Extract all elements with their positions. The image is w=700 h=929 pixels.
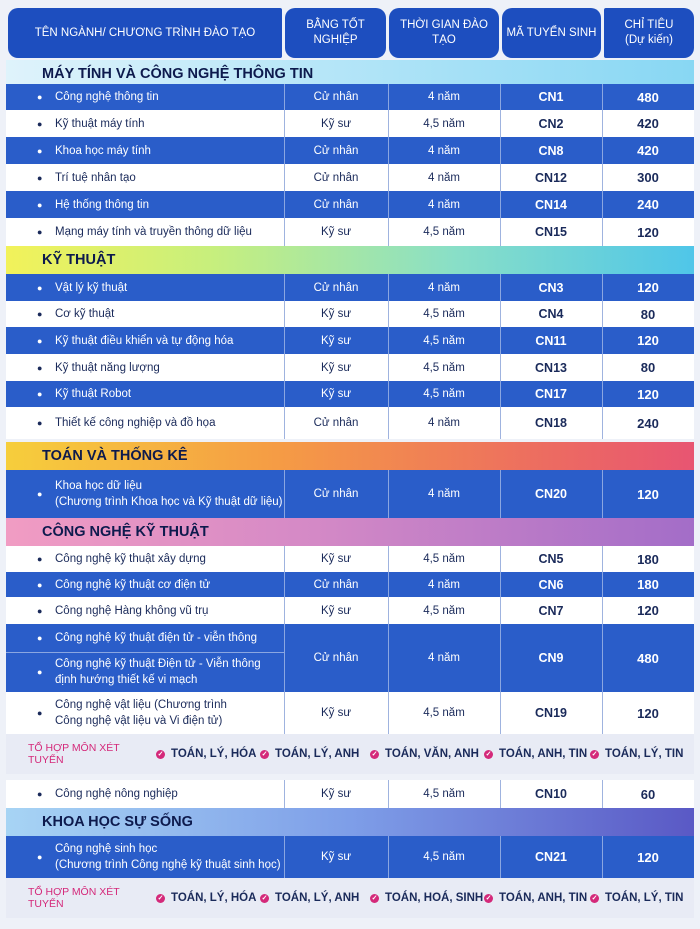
divider bbox=[388, 327, 389, 354]
degree: Cử nhân bbox=[313, 171, 359, 184]
divider bbox=[284, 354, 285, 381]
table-row bbox=[6, 164, 694, 191]
degree: Kỹ sư bbox=[320, 388, 352, 400]
duration: 4 năm bbox=[428, 488, 460, 500]
divider bbox=[602, 624, 603, 692]
degree: Kỹ sư bbox=[320, 707, 352, 719]
divider bbox=[388, 692, 389, 734]
program-name: ● Công nghệ vật liệu (Chương trình Công nghệ vật liệu và Vi điện tử) bbox=[37, 699, 227, 727]
divider bbox=[602, 546, 603, 572]
section-title-life-sciences: KHOA HỌC SỰ SỐNG bbox=[6, 808, 694, 836]
quota: 60 bbox=[640, 786, 656, 802]
divider bbox=[500, 572, 501, 597]
quota: 120 bbox=[637, 849, 659, 865]
quota: 480 bbox=[637, 89, 659, 105]
admission-code: CN10 bbox=[535, 787, 567, 801]
table-row bbox=[6, 624, 694, 692]
admission-code: CN21 bbox=[535, 850, 567, 864]
divider bbox=[388, 546, 389, 572]
divider bbox=[284, 137, 285, 164]
degree: Kỹ sư bbox=[320, 788, 352, 800]
divider bbox=[388, 381, 389, 407]
divider bbox=[602, 327, 603, 354]
header-quota-label: CHỈ TIÊU bbox=[624, 19, 674, 31]
table-row bbox=[6, 546, 694, 572]
divider bbox=[388, 597, 389, 624]
admission-code: CN4 bbox=[538, 307, 564, 321]
admission-code: CN1 bbox=[538, 90, 564, 104]
quota: 480 bbox=[637, 650, 659, 666]
quota: 180 bbox=[637, 577, 659, 592]
divider bbox=[602, 164, 603, 191]
divider bbox=[284, 274, 285, 301]
combination-item: ✓ TOÁN, VĂN, ANH bbox=[371, 748, 479, 760]
quota: 80 bbox=[640, 360, 656, 375]
program-name: ● Kỹ thuật điều khiển và tự động hóa bbox=[37, 334, 234, 347]
degree: Kỹ sư bbox=[320, 604, 352, 617]
program-name: ● Công nghệ kỹ thuật cơ điện tử bbox=[37, 578, 211, 591]
table-row bbox=[6, 470, 694, 518]
degree: Cử nhân bbox=[313, 417, 359, 429]
divider bbox=[500, 301, 501, 327]
admission-code: CN9 bbox=[538, 651, 564, 665]
table-row bbox=[6, 327, 694, 354]
divider bbox=[602, 692, 603, 734]
degree: Kỹ sư bbox=[320, 226, 352, 238]
header-duration-column: THỜI GIAN ĐÀO TẠO bbox=[389, 8, 499, 58]
program-name: ● Khoa học máy tính bbox=[37, 144, 151, 157]
bullet-icon: ● bbox=[37, 389, 43, 399]
header-degree-column: BẰNG TỐT NGHIỆP bbox=[285, 8, 386, 58]
bullet-icon: ● bbox=[37, 852, 43, 862]
bullet-icon: ● bbox=[37, 633, 43, 643]
divider bbox=[602, 407, 603, 439]
header-quota-column bbox=[604, 8, 694, 58]
bullet-icon: ● bbox=[37, 145, 43, 156]
program-name: ● Thiết kế công nghiệp và đồ họa bbox=[37, 417, 216, 429]
divider bbox=[602, 191, 603, 218]
bullet-icon: ● bbox=[37, 309, 43, 319]
bullet-icon: ● bbox=[37, 172, 43, 183]
bullet-icon: ● bbox=[37, 789, 43, 799]
combination-item: ✓ TOÁN, LÝ, ANH bbox=[261, 892, 360, 904]
duration: 4 năm bbox=[428, 198, 460, 211]
divider bbox=[500, 546, 501, 572]
degree: Cử nhân bbox=[313, 281, 359, 294]
program-name: ● Công nghệ Hàng không vũ trụ bbox=[37, 604, 209, 617]
program-name: ● Kỹ thuật Robot bbox=[37, 388, 132, 400]
duration: 4,5 năm bbox=[423, 388, 465, 400]
divider bbox=[388, 301, 389, 327]
divider bbox=[388, 110, 389, 137]
divider bbox=[602, 354, 603, 381]
degree: Cử nhân bbox=[313, 652, 359, 664]
bullet-icon: ● bbox=[37, 667, 43, 677]
divider bbox=[284, 624, 285, 692]
table-row bbox=[6, 572, 694, 597]
quota: 120 bbox=[637, 386, 659, 402]
divider bbox=[500, 381, 501, 407]
duration: 4 năm bbox=[428, 281, 460, 294]
bullet-icon: ● bbox=[37, 362, 43, 373]
admission-code: CN19 bbox=[535, 706, 567, 720]
duration: 4,5 năm bbox=[423, 788, 465, 800]
check-icon: ✓ bbox=[591, 894, 598, 902]
divider bbox=[388, 84, 389, 110]
divider bbox=[284, 470, 285, 518]
degree: Kỹ sư bbox=[320, 117, 352, 130]
divider bbox=[284, 327, 285, 354]
quota: 80 bbox=[640, 306, 656, 322]
admission-code: CN12 bbox=[535, 170, 567, 185]
divider bbox=[388, 218, 389, 246]
quota: 300 bbox=[637, 170, 659, 185]
bullet-icon: ● bbox=[37, 227, 43, 237]
admission-code: CN6 bbox=[538, 577, 564, 592]
duration: 4 năm bbox=[428, 417, 460, 429]
bullet-icon: ● bbox=[37, 708, 43, 718]
table-row bbox=[6, 218, 694, 246]
divider bbox=[388, 780, 389, 808]
admission-code: CN15 bbox=[535, 225, 567, 239]
check-icon: ✓ bbox=[261, 750, 268, 758]
table-row bbox=[6, 274, 694, 301]
bullet-icon: ● bbox=[37, 605, 43, 616]
quota: 240 bbox=[637, 197, 659, 212]
program-name: ● Công nghệ kỹ thuật xây dựng bbox=[37, 553, 206, 565]
duration: 4 năm bbox=[428, 171, 460, 184]
table-row bbox=[6, 692, 694, 734]
divider bbox=[500, 780, 501, 808]
program-name: ● Trí tuệ nhân tạo bbox=[37, 171, 136, 184]
divider bbox=[284, 84, 285, 110]
table-row bbox=[6, 137, 694, 164]
quota: 120 bbox=[637, 705, 659, 721]
check-icon: ✓ bbox=[371, 750, 378, 758]
check-icon: ✓ bbox=[261, 894, 268, 902]
degree: Kỹ sư bbox=[320, 553, 352, 565]
divider bbox=[284, 546, 285, 572]
duration: 4 năm bbox=[428, 144, 460, 157]
divider bbox=[284, 572, 285, 597]
duration: 4 năm bbox=[428, 578, 460, 591]
quota: 240 bbox=[637, 415, 659, 431]
admission-code: CN8 bbox=[538, 143, 564, 158]
divider bbox=[284, 164, 285, 191]
table-row bbox=[6, 301, 694, 327]
quota: 420 bbox=[637, 116, 659, 131]
quota: 180 bbox=[637, 551, 659, 567]
divider bbox=[388, 354, 389, 381]
divider bbox=[388, 836, 389, 878]
degree: Kỹ sư bbox=[320, 851, 352, 863]
admission-code: CN14 bbox=[535, 197, 567, 212]
degree: Kỹ sư bbox=[320, 361, 352, 374]
divider bbox=[284, 836, 285, 878]
degree: Kỹ sư bbox=[320, 308, 352, 320]
section-title-computing: MÁY TÍNH VÀ CÔNG NGHỆ THÔNG TIN bbox=[6, 60, 694, 88]
subject-combination-bar bbox=[6, 878, 694, 918]
duration: 4,5 năm bbox=[423, 553, 465, 565]
section-title-engineering-technology: CÔNG NGHỆ KỸ THUẬT bbox=[6, 518, 694, 546]
divider bbox=[284, 597, 285, 624]
program-name: ● Kỹ thuật máy tính bbox=[37, 117, 145, 130]
program-name: ● Hệ thống thông tin bbox=[37, 198, 149, 211]
divider bbox=[602, 84, 603, 110]
program-name: ● Công nghệ kỹ thuật Điện tử - Viễn thông định hướng thiết kế vi mạch bbox=[37, 658, 261, 686]
divider bbox=[284, 191, 285, 218]
divider bbox=[284, 692, 285, 734]
divider bbox=[500, 164, 501, 191]
divider bbox=[388, 137, 389, 164]
table-row bbox=[6, 354, 694, 381]
divider bbox=[284, 301, 285, 327]
bullet-icon: ● bbox=[37, 579, 43, 590]
program-name: ● Vật lý kỹ thuật bbox=[37, 281, 128, 294]
divider bbox=[602, 780, 603, 808]
combination-item: ✓ TOÁN, LÝ, TIN bbox=[591, 748, 684, 760]
divider bbox=[500, 470, 501, 518]
table-row bbox=[6, 381, 694, 407]
combination-item: ✓ TOÁN, LÝ, TIN bbox=[591, 892, 684, 904]
table-row bbox=[6, 191, 694, 218]
quota: 420 bbox=[637, 143, 659, 158]
divider bbox=[602, 301, 603, 327]
quota: 120 bbox=[637, 486, 659, 502]
degree: Cử nhân bbox=[313, 91, 359, 103]
combination-item: ✓ TOÁN, LÝ, HÓA bbox=[157, 892, 257, 904]
program-name: ● Công nghệ kỹ thuật điện tử - viễn thông bbox=[37, 632, 258, 644]
divider bbox=[500, 191, 501, 218]
check-icon: ✓ bbox=[591, 750, 598, 758]
divider bbox=[388, 572, 389, 597]
divider bbox=[602, 218, 603, 246]
duration: 4,5 năm bbox=[423, 334, 465, 347]
check-icon: ✓ bbox=[371, 894, 378, 902]
combination-item: ✓ TOÁN, LÝ, ANH bbox=[261, 748, 360, 760]
divider bbox=[500, 84, 501, 110]
duration: 4,5 năm bbox=[423, 226, 465, 238]
program-name: ● Công nghệ thông tin bbox=[37, 91, 159, 103]
admission-code: CN2 bbox=[538, 116, 564, 131]
duration: 4,5 năm bbox=[423, 308, 465, 320]
bullet-icon: ● bbox=[37, 92, 43, 102]
bullet-icon: ● bbox=[37, 418, 43, 428]
program-name: ● Khoa học dữ liệu (Chương trình Khoa học và Kỹ thuật dữ liệu) bbox=[37, 480, 283, 508]
bullet-icon: ● bbox=[37, 199, 43, 210]
divider bbox=[500, 836, 501, 878]
header-name-column: TÊN NGÀNH/ CHƯƠNG TRÌNH ĐÀO TẠO bbox=[8, 8, 282, 58]
admission-code: CN18 bbox=[535, 416, 567, 430]
combination-label: TỔ HỢP MÔN XÉT TUYỂN bbox=[28, 742, 120, 766]
divider bbox=[500, 624, 501, 692]
divider bbox=[500, 137, 501, 164]
duration: 4,5 năm bbox=[423, 707, 465, 719]
bullet-icon: ● bbox=[37, 335, 43, 346]
bullet-icon: ● bbox=[37, 118, 43, 129]
divider bbox=[602, 572, 603, 597]
program-name: ● Kỹ thuật năng lượng bbox=[37, 361, 160, 374]
degree: Cử nhân bbox=[313, 198, 359, 211]
check-icon: ✓ bbox=[485, 894, 492, 902]
combination-label: TỔ HỢP MÔN XÉT TUYỂN bbox=[28, 886, 120, 910]
divider bbox=[500, 274, 501, 301]
duration: 4,5 năm bbox=[423, 851, 465, 863]
program-name: ● Công nghệ sinh học (Chương trình Công nghệ kỹ thuật sinh học) bbox=[37, 843, 281, 871]
duration: 4,5 năm bbox=[423, 117, 465, 130]
admission-code: CN17 bbox=[535, 387, 567, 401]
divider bbox=[388, 624, 389, 692]
admission-code: CN20 bbox=[535, 487, 567, 501]
header-quota-sublabel: (Dự kiến) bbox=[625, 34, 673, 46]
combination-item: ✓ TOÁN, ANH, TIN bbox=[485, 892, 588, 904]
divider bbox=[500, 327, 501, 354]
divider bbox=[284, 780, 285, 808]
quota: 120 bbox=[637, 280, 659, 295]
admission-code: CN11 bbox=[535, 333, 567, 348]
combination-item: ✓ TOÁN, HOÁ, SINH bbox=[371, 892, 484, 904]
admission-code: CN13 bbox=[535, 360, 567, 375]
check-icon: ✓ bbox=[157, 750, 164, 758]
table-row bbox=[6, 597, 694, 624]
quota: 120 bbox=[637, 333, 659, 348]
divider bbox=[284, 218, 285, 246]
divider bbox=[602, 110, 603, 137]
header-code-column: MÃ TUYỂN SINH bbox=[502, 8, 601, 58]
admission-code: CN3 bbox=[538, 280, 564, 295]
divider bbox=[284, 381, 285, 407]
duration: 4,5 năm bbox=[423, 604, 465, 617]
bullet-icon: ● bbox=[37, 282, 43, 293]
divider bbox=[602, 470, 603, 518]
divider bbox=[284, 110, 285, 137]
table-row bbox=[6, 780, 694, 808]
divider bbox=[500, 407, 501, 439]
divider bbox=[500, 597, 501, 624]
degree: Kỹ sư bbox=[320, 334, 352, 347]
check-icon: ✓ bbox=[157, 894, 164, 902]
divider bbox=[284, 407, 285, 439]
divider bbox=[602, 274, 603, 301]
bullet-icon: ● bbox=[37, 554, 43, 564]
divider bbox=[602, 381, 603, 407]
program-name: ● Mạng máy tính và truyền thông dữ liệu bbox=[37, 226, 252, 238]
divider bbox=[500, 110, 501, 137]
divider bbox=[388, 407, 389, 439]
divider bbox=[388, 191, 389, 218]
divider bbox=[388, 164, 389, 191]
divider bbox=[500, 218, 501, 246]
combination-item: ✓ TOÁN, ANH, TIN bbox=[485, 748, 588, 760]
divider bbox=[388, 274, 389, 301]
section-title-math-statistics: TOÁN VÀ THỐNG KÊ bbox=[6, 442, 694, 470]
subject-combination-bar bbox=[6, 734, 694, 774]
divider bbox=[602, 597, 603, 624]
check-icon: ✓ bbox=[485, 750, 492, 758]
duration: 4 năm bbox=[428, 652, 460, 664]
table-row bbox=[6, 110, 694, 137]
table-row bbox=[6, 84, 694, 110]
quota: 120 bbox=[637, 603, 659, 618]
program-name: ● Công nghệ nông nghiệp bbox=[37, 788, 178, 800]
divider bbox=[500, 354, 501, 381]
degree: Cử nhân bbox=[313, 488, 359, 500]
degree: Cử nhân bbox=[313, 144, 359, 157]
divider bbox=[602, 836, 603, 878]
admission-code: CN7 bbox=[538, 603, 564, 618]
degree: Cử nhân bbox=[313, 578, 359, 591]
quota: 120 bbox=[637, 224, 659, 240]
combination-item: ✓ TOÁN, LÝ, HÓA bbox=[157, 748, 257, 760]
divider bbox=[500, 692, 501, 734]
divider bbox=[602, 137, 603, 164]
duration: 4 năm bbox=[428, 91, 460, 103]
duration: 4,5 năm bbox=[423, 361, 465, 374]
section-title-engineering: KỸ THUẬT bbox=[6, 246, 694, 274]
table-row bbox=[6, 407, 694, 439]
bullet-icon: ● bbox=[37, 489, 43, 499]
table-header bbox=[8, 8, 694, 58]
admission-code: CN5 bbox=[538, 552, 564, 566]
divider bbox=[388, 470, 389, 518]
table-row bbox=[6, 836, 694, 878]
program-name: ● Cơ kỹ thuật bbox=[37, 308, 115, 320]
